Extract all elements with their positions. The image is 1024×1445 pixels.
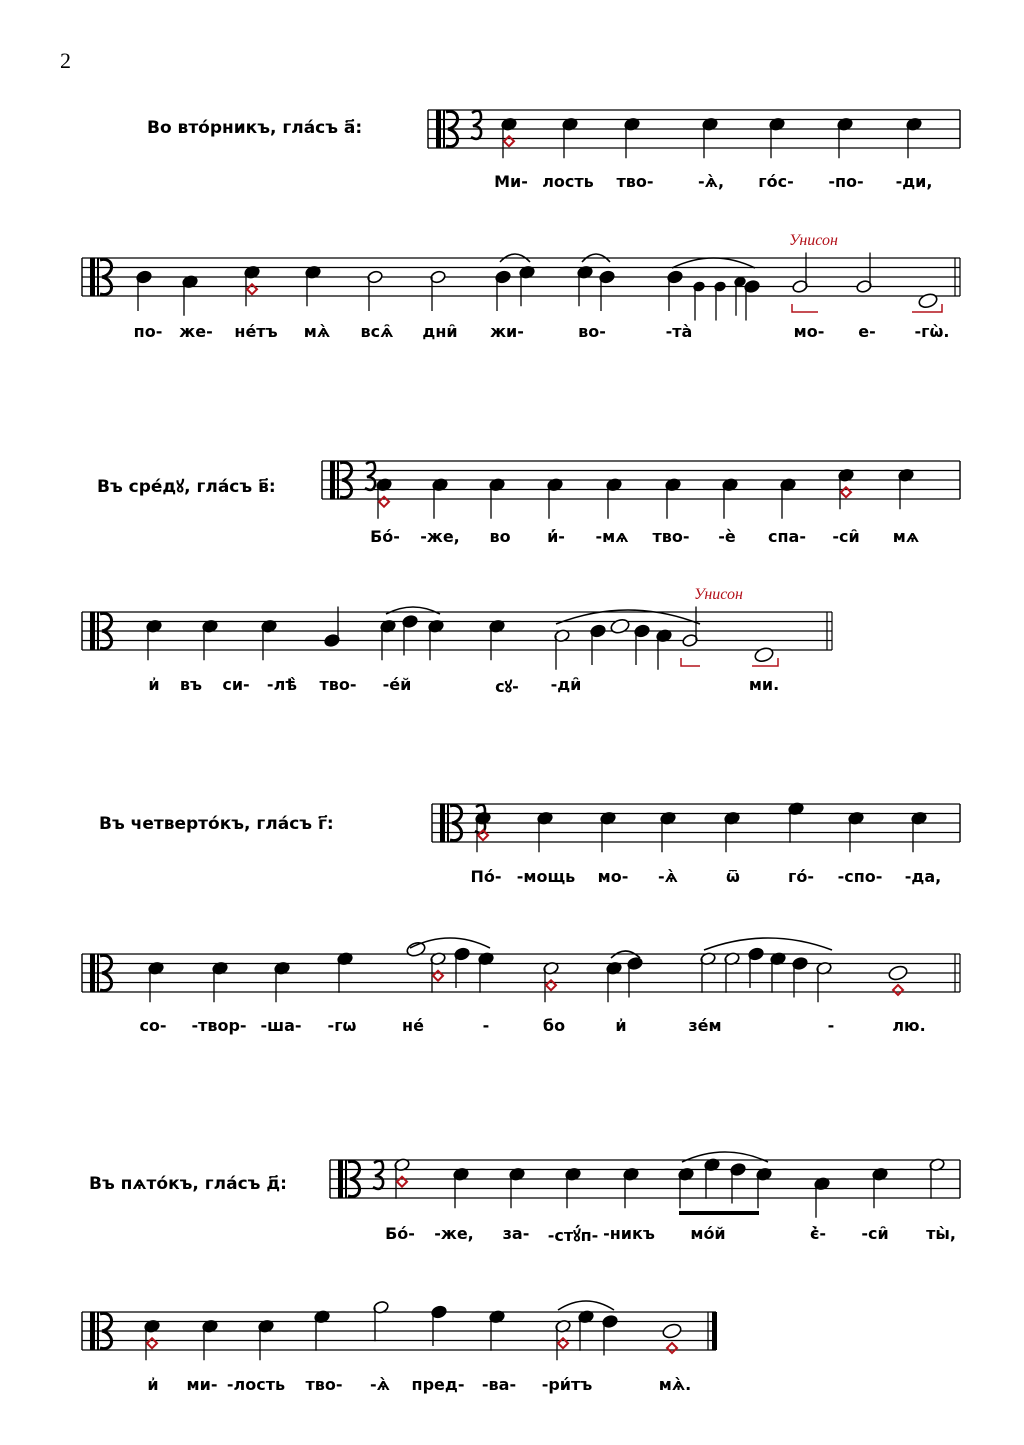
lyric-syllable: лость <box>542 172 594 191</box>
unison-bracket <box>681 658 700 666</box>
lyric-syllable: - <box>827 1016 835 1035</box>
red-diamond-mark <box>397 1177 407 1187</box>
lyric-syllable: -ри́тъ <box>541 1375 593 1394</box>
lyric-syllable: жи- <box>490 322 524 341</box>
section-label-friday: Въ пѧто́къ, гла́съ д҃: <box>89 1174 287 1194</box>
clef-bar <box>97 258 99 296</box>
lyric-syllable: сꙋ- <box>495 677 519 696</box>
clef-bar <box>90 258 95 296</box>
lyric-syllable: тво- <box>319 675 357 694</box>
lyric-syllable: си- <box>222 675 250 694</box>
unison-marking-1: Унисон <box>789 232 838 249</box>
clef-bar <box>338 1160 343 1198</box>
lyric-syllable: -ѧ̀, <box>697 172 725 191</box>
lyric-syllable: зе́м <box>688 1016 722 1035</box>
lyric-syllable: спа- <box>768 527 806 546</box>
lyric-syllable: и҆ <box>615 1016 627 1035</box>
lyric-syllable: -ва- <box>481 1375 517 1394</box>
clef-bar <box>440 804 445 842</box>
lyric-syllable: -ѐ <box>718 527 736 546</box>
lyric-syllable: -спо- <box>837 867 883 886</box>
lyric-syllable: -ша- <box>260 1016 302 1035</box>
lyric-syllable: -ѧ̀ <box>370 1375 390 1394</box>
clef-bar <box>90 612 95 650</box>
clef-bar <box>97 1312 99 1350</box>
red-diamond-mark <box>504 136 514 146</box>
lyric-syllable: го́с- <box>758 172 794 191</box>
note-head <box>753 646 774 663</box>
slur <box>704 938 832 950</box>
lyric-syllable: Бо́- <box>370 527 400 546</box>
clef-bar <box>90 1312 95 1350</box>
red-diamond-mark <box>558 1338 568 1348</box>
unison-marking-2: Унисон <box>694 586 743 603</box>
lyric-syllable: бо <box>542 1016 566 1035</box>
clef-curve <box>100 631 112 649</box>
lyric-syllable: -да, <box>904 867 942 886</box>
lyric-syllable: -никъ <box>603 1224 655 1243</box>
lyric-syllable: и҆ <box>147 1375 159 1394</box>
lyric-syllable: го́- <box>788 867 814 886</box>
lyric-syllable: По́- <box>470 867 502 886</box>
red-diamond-mark <box>841 487 851 497</box>
lyric-syllable: -стꙋ́п- <box>547 1226 599 1245</box>
red-diamond-mark <box>147 1338 157 1348</box>
section-label-tuesday: Во вто́рникъ, гла́съ а҃: <box>147 118 363 138</box>
clef-bar <box>97 954 99 992</box>
lyric-syllable: ми- <box>186 1375 218 1394</box>
clef-curve <box>100 973 112 991</box>
lyric-syllable: -ди̑ <box>550 675 582 694</box>
slur <box>386 607 440 614</box>
lyric-syllable: за- <box>502 1224 530 1243</box>
page-number: 2 <box>60 48 71 73</box>
lyric-syllable: Бо́- <box>385 1224 415 1243</box>
lyric-syllable: дни̑ <box>422 322 458 341</box>
red-diamond-mark <box>247 284 257 294</box>
lyric-syllable: и҆ <box>148 675 160 694</box>
final-barline <box>712 1312 717 1350</box>
clef-bar <box>337 461 339 499</box>
clef-curve <box>100 1331 112 1349</box>
lyric-syllable: -си̑ <box>861 1224 889 1243</box>
clef-curve <box>100 955 112 973</box>
clef-curve <box>340 480 352 498</box>
note-head <box>887 964 908 981</box>
note-head <box>609 618 630 635</box>
clef-bar <box>345 1160 347 1198</box>
red-diamond-mark <box>546 980 556 990</box>
lyric-syllable: -ѧ̀ <box>658 867 678 886</box>
lyric-syllable: ми. <box>748 675 780 694</box>
lyric-syllable: во <box>489 527 511 546</box>
lyric-syllable: ѿ <box>726 867 740 886</box>
lyric-syllable: -та̀ <box>665 322 693 341</box>
lyric-syllable: пред- <box>411 1375 465 1394</box>
clef-curve <box>450 823 462 841</box>
clef-curve <box>348 1179 360 1197</box>
lyric-syllable: тво- <box>305 1375 343 1394</box>
mode-glyph <box>365 462 375 490</box>
clef-curve <box>340 462 352 480</box>
lyric-syllable: -гѡ <box>327 1016 357 1035</box>
clef-curve <box>446 111 458 129</box>
clef-bar <box>97 612 99 650</box>
lyric-syllable: по- <box>133 322 163 341</box>
lyric-syllable: лю. <box>892 1016 926 1035</box>
lyric-syllable: - <box>482 1016 490 1035</box>
note-head <box>661 1322 682 1339</box>
unison-bracket <box>792 304 818 312</box>
lyric-syllable: -твор- <box>191 1016 247 1035</box>
lyric-syllable: мѧ̀. <box>658 1375 692 1394</box>
lyric-syllable: -ди, <box>895 172 933 191</box>
section-label-thursday: Въ четверто́къ, гла́съ г҃: <box>99 814 334 834</box>
lyric-syllable: -е́й <box>382 675 412 694</box>
lyric-syllable: со- <box>139 1016 167 1035</box>
slur <box>672 258 755 268</box>
note-beam <box>679 1211 759 1215</box>
lyric-syllable: всѧ̑ <box>360 322 394 341</box>
lyric-syllable: -мощь <box>516 867 576 886</box>
lyric-syllable: мѧ <box>892 527 920 546</box>
lyric-syllable: -по- <box>828 172 864 191</box>
red-diamond-mark <box>667 1343 677 1353</box>
lyric-syllable: -гѡ̀. <box>914 322 950 341</box>
lyric-syllable: же- <box>179 322 213 341</box>
lyric-syllable: є҆̀- <box>809 1224 827 1243</box>
lyric-syllable: тво- <box>616 172 654 191</box>
clef-curve <box>100 259 112 277</box>
clef-curve <box>348 1161 360 1179</box>
red-diamond-mark <box>433 971 443 981</box>
clef-curve <box>100 1313 112 1331</box>
lyric-syllable: тво- <box>652 527 690 546</box>
lyric-syllable: мо- <box>597 867 629 886</box>
lyric-syllable: и҆́- <box>547 527 565 546</box>
lyric-syllable: -же, <box>420 527 460 546</box>
lyric-syllable: мо́й <box>690 1224 726 1243</box>
lyric-syllable: ты̀, <box>926 1224 956 1243</box>
red-diamond-mark <box>893 985 903 995</box>
lyric-syllable: -си̑ <box>832 527 860 546</box>
clef-bar <box>436 110 441 148</box>
lyric-syllable: не́ <box>402 1016 424 1035</box>
lyric-syllable: мѧ̀ <box>303 322 331 341</box>
clef-bar <box>330 461 335 499</box>
lyric-syllable: -мѧ <box>595 527 629 546</box>
mode-glyph <box>373 1161 383 1189</box>
clef-bar <box>447 804 449 842</box>
lyric-syllable: въ <box>179 675 203 694</box>
lyric-syllable: мо- <box>793 322 825 341</box>
clef-bar <box>443 110 445 148</box>
lyric-syllable: не́тъ <box>234 322 278 341</box>
lyric-syllable: -лость <box>226 1375 286 1394</box>
lyric-syllable: Ми- <box>494 172 528 191</box>
lyric-syllable: е- <box>858 322 876 341</box>
clef-curve <box>450 805 462 823</box>
mode-glyph <box>471 111 481 139</box>
clef-bar <box>90 954 95 992</box>
red-diamond-mark <box>379 497 389 507</box>
clef-curve <box>100 613 112 631</box>
clef-curve <box>446 129 458 147</box>
section-label-wednesday: Въ сре́дꙋ, гла́съ в҃: <box>97 477 276 497</box>
lyric-syllable: -лѣ̀ <box>266 675 298 694</box>
lyric-syllable: во- <box>578 322 606 341</box>
lyric-syllable: -же, <box>434 1224 474 1243</box>
clef-curve <box>100 277 112 295</box>
note-head <box>917 292 938 309</box>
slur <box>558 1301 614 1310</box>
